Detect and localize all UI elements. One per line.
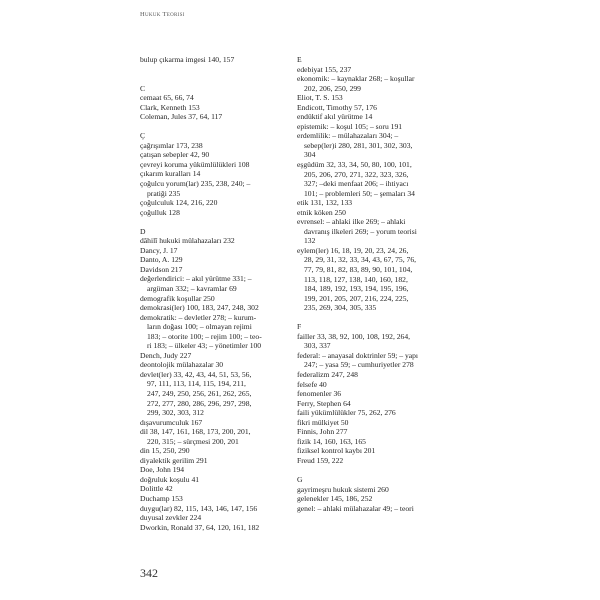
index-entry: Clark, Kenneth 153	[140, 102, 200, 112]
index-letter-heading: G	[297, 474, 303, 484]
index-entry: dâhilî hukuki mülahazaları 232	[140, 236, 235, 246]
index-entry: failler 33, 38, 92, 100, 108, 192, 264,	[297, 331, 411, 341]
index-entry: endüktif akıl yürütme 14	[297, 112, 373, 122]
index-entry: duyusal zevkler 224	[140, 513, 202, 523]
spacer	[140, 65, 285, 75]
running-header: Hukuk Teorisi	[140, 11, 185, 18]
index-entry: fikri mülkiyet 50	[297, 417, 349, 427]
index-entry: Endicott, Timothy 57, 176	[297, 102, 377, 112]
index-entry: din 15, 250, 290	[140, 446, 190, 456]
index-letter-heading: D	[140, 226, 146, 236]
index-entry-continuation: 28, 29, 31, 32, 33, 34, 43, 67, 75, 76,	[304, 255, 417, 265]
index-entry-continuation: 272, 277, 280, 286, 296, 297, 298,	[147, 398, 252, 408]
index-entry-continuation: 235, 269, 304, 305, 335	[304, 303, 377, 313]
index-entry-continuation: 299, 302, 303, 312	[147, 408, 204, 418]
index-entry: evrensel: – ahlaki ilke 269; – ahlaki	[297, 217, 406, 227]
index-entry-continuation: pratiği 235	[147, 188, 181, 198]
index-entry: değerlendirici: – akıl yürütme 331; –	[140, 274, 252, 284]
index-entry-continuation: davranış ilkeleri 269; – yorum teorisi	[304, 226, 417, 236]
index-entry: duygu(lar) 82, 115, 143, 146, 147, 156	[140, 503, 258, 513]
index-entry: federal: – anayasal doktrinler 59; – yapı	[297, 350, 419, 360]
index-entry: E	[297, 55, 302, 64]
index-column-left	[140, 55, 285, 532]
index-entry: fizik 14, 160, 163, 165	[297, 436, 366, 446]
index-entry-continuation: ri 183; – ülkeler 43; – yönetimler 100	[147, 341, 262, 351]
index-entry: dil 38, 147, 161, 168, 173, 200, 201,	[140, 427, 251, 437]
index-entry-continuation: 97, 111, 113, 114, 115, 194, 211,	[147, 379, 246, 389]
index-entry: genel: – ahlaki mülahazalar 49; – teori	[297, 503, 414, 513]
index-entry: deontolojik mülahazalar 30	[140, 360, 224, 370]
index-entry: diyalektik gerilim 291	[140, 455, 208, 465]
index-entry-continuation: 113, 118, 127, 138, 140, 160, 182,	[304, 274, 408, 284]
index-entry: demokrasi(ler) 100, 183, 247, 248, 302	[140, 303, 259, 313]
index-entry: Ferry, Stephen 64	[297, 398, 351, 408]
index-entry: Doe, John 194	[140, 465, 185, 475]
index-entry: çoğulcu yorum(lar) 235, 238, 240; –	[140, 179, 251, 189]
index-entry: gelenekler 145, 186, 252	[297, 494, 373, 504]
index-entry: Davidson 217	[140, 264, 183, 274]
index-letter-heading: F	[297, 322, 302, 332]
page-number: 342	[140, 566, 158, 580]
index-entry: cemaat 65, 66, 74	[140, 93, 194, 103]
index-entry: dışavurumculuk 167	[140, 417, 203, 427]
index-entry-continuation: 101; – problemleri 50; – şemaları 34	[304, 188, 415, 198]
index-entry: eylem(ler) 16, 18, 19, 20, 23, 24, 26,	[297, 245, 409, 255]
index-entry: Finnis, John 277	[297, 427, 348, 437]
index-entry: fiziksel kontrol kaybı 201	[297, 446, 376, 456]
index-entry: bulup çıkarma imgesi 140, 157	[140, 55, 235, 64]
index-entry: gayrimeşru hukuk sistemi 260	[297, 484, 389, 494]
index-entry: çevreyi koruma yükümlülükleri 108	[140, 159, 250, 169]
index-entry: Duchamp 153	[140, 494, 183, 504]
index-entry-continuation: 327; –deki menfaat 206; – ihtiyacı	[304, 179, 409, 189]
index-entry: federalizm 247, 248	[297, 370, 358, 379]
index-entry: eşgüdüm 32, 33, 34, 50, 80, 100, 101,	[297, 160, 412, 170]
index-entry: devlet(ler) 33, 42, 43, 44, 51, 53, 56,	[140, 369, 252, 379]
index-entry: çatışan sebepler 42, 90	[140, 150, 210, 160]
index-entry-continuation: 184, 189, 192, 193, 194, 195, 196,	[304, 284, 409, 294]
index-entry: çoğulluk 128	[140, 207, 180, 217]
index-entry: edebiyat 155, 237	[297, 64, 352, 74]
index-entry-continuation: 77, 79, 81, 82, 83, 89, 90, 101, 104,	[304, 265, 413, 275]
index-entry: etik 131, 132, 133	[297, 198, 353, 208]
index-entry-continuation: 199, 201, 205, 207, 216, 224, 225,	[304, 293, 409, 303]
index-letter-heading: C	[140, 83, 146, 93]
index-entry: etnik köken 250	[297, 207, 346, 217]
index-entry: erdemlilik: – mülahazaları 304; –	[297, 131, 399, 141]
index-entry-continuation: 220, 315; – sürçmesi 200, 201	[147, 436, 239, 446]
index-entry-continuation: 183; – otorite 100; – rejim 100; – teo-	[147, 331, 262, 341]
index-entry: Dworkin, Ronald 37, 64, 120, 161, 182	[140, 522, 260, 532]
index-entry-continuation: 304	[304, 150, 316, 160]
index-entry: faili yükümlülükler 75, 262, 276	[297, 408, 396, 418]
index-entry: çoğulculuk 124, 216, 220	[140, 198, 218, 208]
index-entry: Dolittle 42	[140, 484, 173, 494]
index-entry-continuation: 247, 249, 250, 256, 261, 262, 265,	[147, 389, 252, 398]
index-entry: doğruluk koşulu 41	[140, 474, 200, 484]
index-entry: demografik koşullar 250	[140, 293, 215, 303]
index-entry-continuation: 247; – yasa 59; – cumhuriyetler 278	[304, 360, 414, 370]
index-entry: fenomenler 36	[297, 389, 342, 399]
index-entry: demokratik: – devletler 278; – kurum-	[140, 312, 257, 322]
index-letter-heading: Ç	[140, 131, 146, 141]
index-column-right	[297, 55, 445, 513]
index-entry: çağrışımlar 173, 238	[140, 140, 203, 150]
index-entry-continuation: ların doğası 100; – olmayan rejimi	[147, 322, 252, 332]
index-entry: Danto, A. 129	[140, 255, 183, 265]
index-entry: epistemik: – koşul 105; – soru 191	[297, 121, 403, 131]
index-entry: çıkarım kuralları 14	[140, 169, 201, 179]
index-entry: Eliot, T. S. 153	[297, 93, 343, 103]
index-entry: Coleman, Jules 37, 64, 117	[140, 112, 223, 122]
index-entry: Dench, Judy 227	[140, 350, 192, 360]
index-entry-continuation: 132	[304, 236, 316, 246]
index-entry: Dancy, J. 17	[140, 245, 178, 255]
index-entry-continuation: sebep(ler)i 280, 281, 301, 302, 303,	[304, 140, 413, 150]
index-entry: ekonomik: – kaynaklar 268; – koşullar	[297, 74, 415, 84]
index-entry-continuation: argüman 332; – kavramlar 69	[147, 283, 237, 293]
index-entry-continuation: 202, 206, 250, 299	[304, 83, 361, 93]
index-entry: felsefe 40	[297, 379, 327, 389]
index-entry-continuation: 303, 337	[304, 341, 331, 351]
index-entry: Freud 159, 222	[297, 455, 344, 465]
index-entry-continuation: 205, 206, 270, 271, 322, 323, 326,	[304, 169, 409, 179]
